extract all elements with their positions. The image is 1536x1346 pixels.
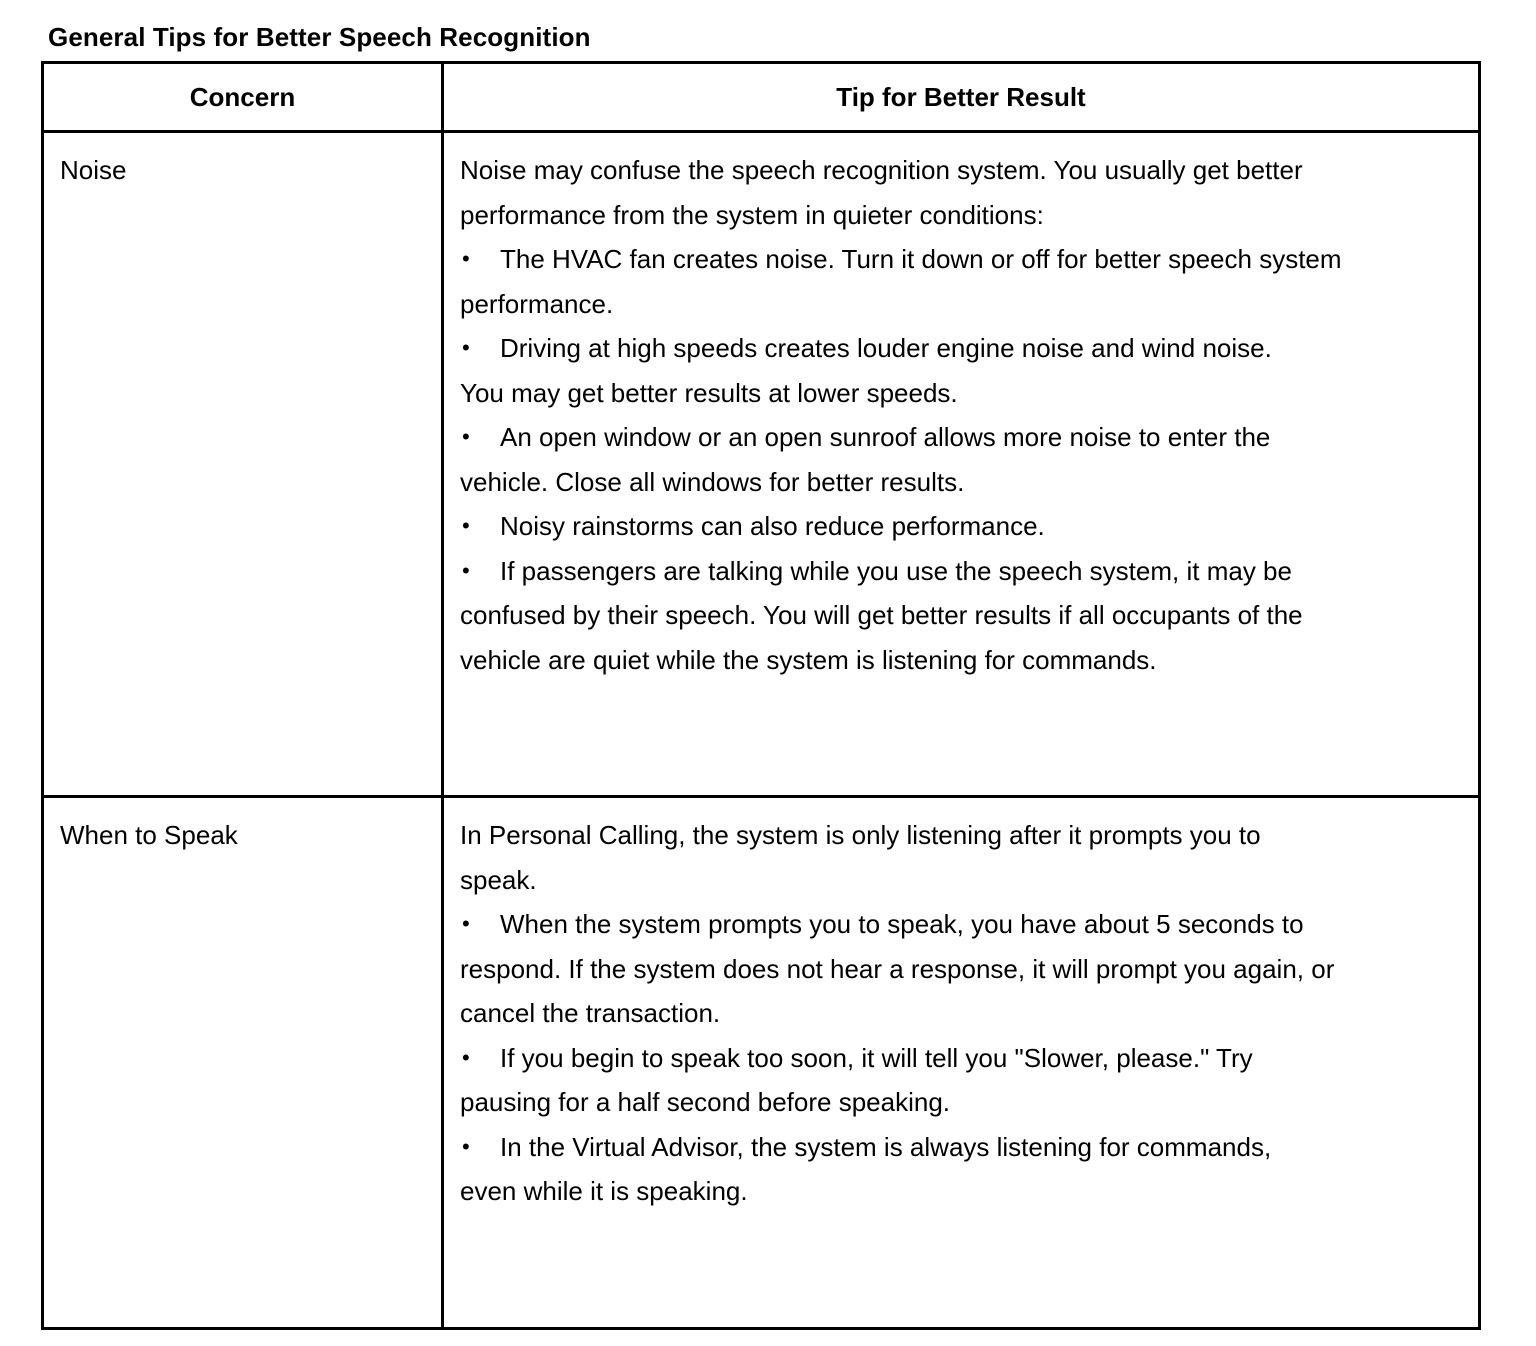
concern-label: When to Speak (60, 820, 238, 850)
tip-cell-noise (443, 132, 1480, 797)
tip-text-line: In Personal Calling, the system is only listening after it prompts you to (460, 820, 1261, 850)
tips-table (41, 61, 1481, 1330)
concern-label: Noise (60, 155, 127, 185)
tip-cell-when-to-speak (443, 797, 1480, 1329)
tip-text-line: vehicle are quiet while the system is listening for commands. (460, 644, 1157, 675)
bullet-icon: • (462, 246, 470, 271)
tip-text-line: confused by their speech. You will get better results if all occupants of the (460, 600, 1303, 630)
bullet-icon: • (462, 335, 470, 360)
tip-text-line: respond. If the system does not hear a response, it will prompt you again, or (460, 953, 1335, 984)
tip-text-line: even while it is speaking. (460, 1176, 748, 1206)
tip-bullet-item (460, 902, 1448, 947)
tip-bullet-item (460, 549, 1448, 594)
table-row-noise (43, 132, 1480, 797)
tip-bullet-text: Driving at high speeds creates louder engine noise and wind noise. (500, 333, 1272, 363)
tip-bullet-text: When the system prompts you to speak, you have about 5 seconds to (500, 909, 1304, 939)
tip-bullet-text: An open window or an open sunroof allows more noise to enter the (500, 422, 1271, 452)
tip-bullet-item (460, 504, 1448, 549)
column-header-tip: Tip for Better Result (443, 63, 1480, 132)
tip-bullet-item (460, 415, 1448, 460)
tip-bullet-text: In the Virtual Advisor, the system is always listening for commands, (500, 1131, 1272, 1162)
bullet-icon: • (462, 1133, 470, 1159)
tip-text-line: vehicle. Close all windows for better results. (460, 466, 965, 497)
tip-bullet-text: If passengers are talking while you use the speech system, it may be (500, 555, 1292, 586)
tip-bullet-item (460, 1125, 1448, 1170)
tip-text-line: You may get better results at lower speeds. (460, 377, 958, 408)
tip-bullet-text: The HVAC fan creates noise. Turn it down or off for better speech system (500, 244, 1342, 274)
bullet-icon: • (462, 557, 470, 583)
tip-text-line: speak. (460, 864, 537, 895)
table-header-row (43, 63, 1480, 132)
table-row-when-to-speak (43, 797, 1480, 1329)
bullet-icon: • (462, 1044, 470, 1070)
tip-text-line: performance. (460, 288, 614, 319)
tip-bullet-item (460, 237, 1448, 282)
tip-text-line: pausing for a half second before speaking. (460, 1087, 951, 1117)
document-title: General Tips for Better Speech Recognition (48, 22, 591, 52)
bullet-icon: • (462, 911, 470, 936)
bullet-icon: • (462, 424, 470, 449)
column-header-concern: Concern (43, 63, 443, 132)
tip-bullet-text: If you begin to speak too soon, it will tell you "Slower, please." Try (500, 1042, 1253, 1073)
concern-cell-noise (43, 132, 443, 797)
tip-bullet-text: Noisy rainstorms can also reduce performance. (500, 511, 1045, 541)
tip-text-line: cancel the transaction. (460, 998, 721, 1028)
tip-bullet-item (460, 1036, 1448, 1081)
tip-text-line: performance from the system in quieter conditions: (460, 199, 1044, 230)
tip-bullet-item (460, 326, 1448, 371)
bullet-icon: • (462, 513, 470, 538)
tip-text-line: Noise may confuse the speech recognition system. You usually get better (460, 155, 1303, 185)
concern-cell-when-to-speak (43, 797, 443, 1329)
